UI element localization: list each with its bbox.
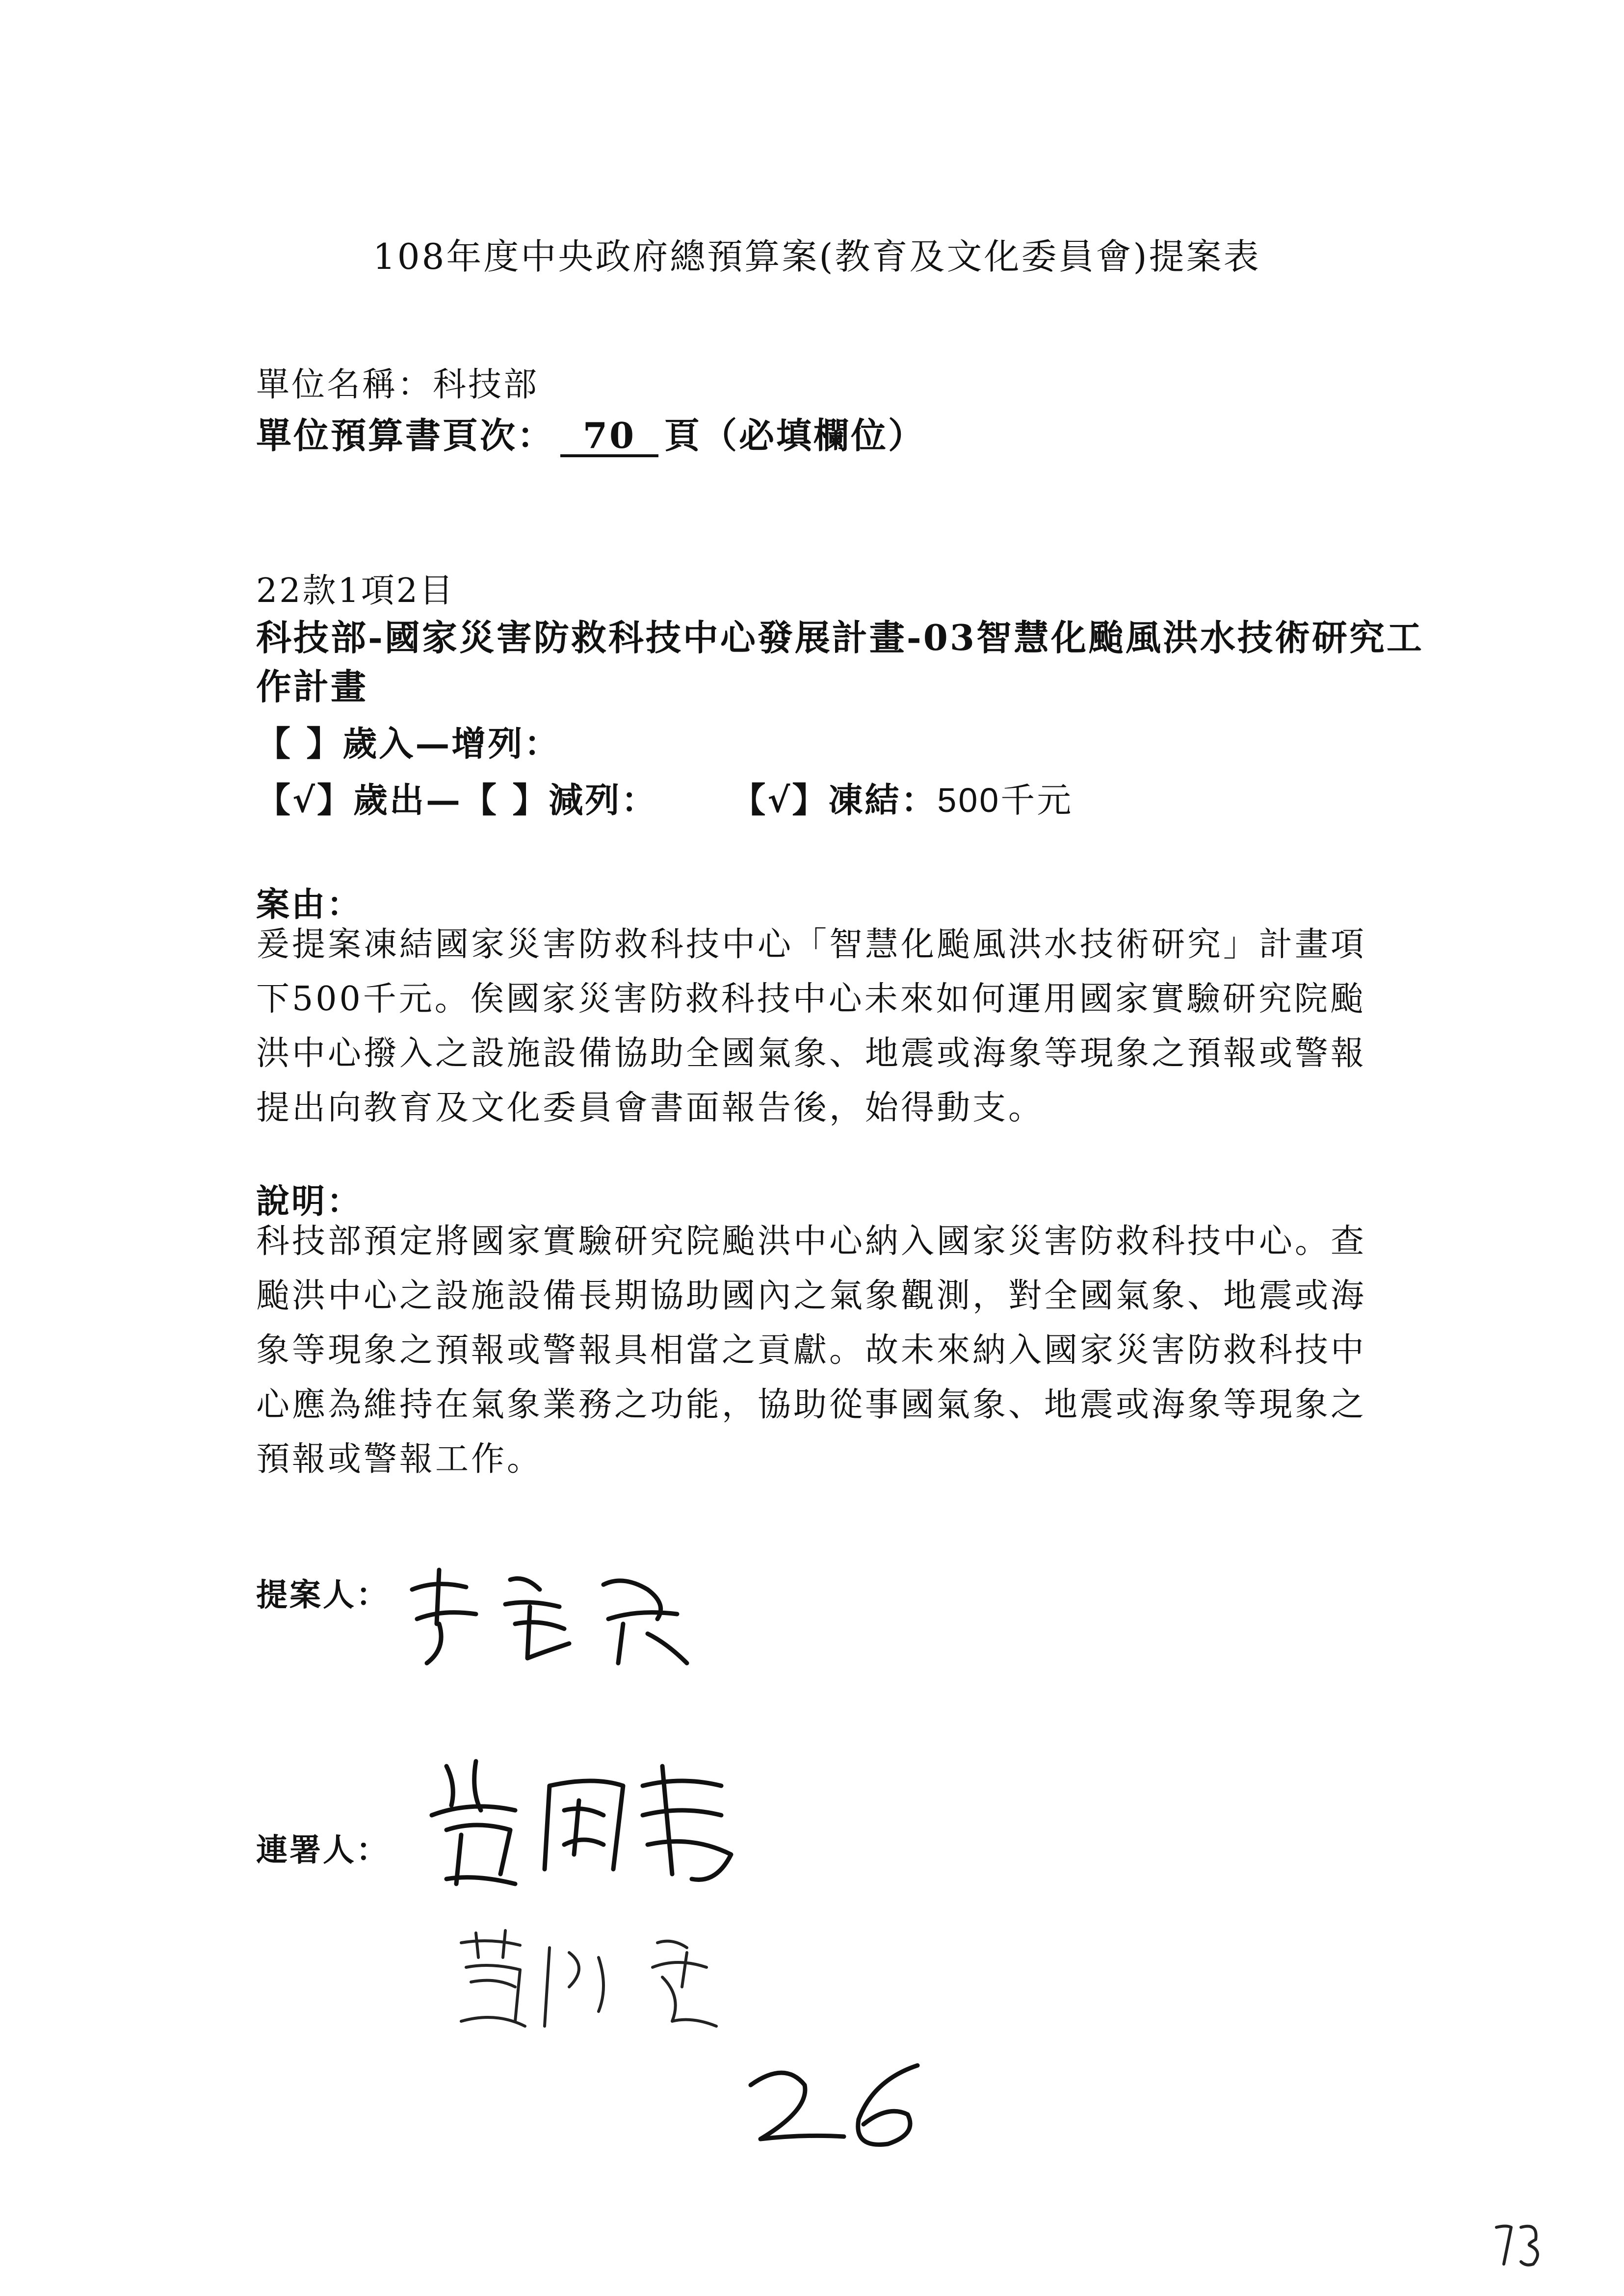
income-line: 【 】歲入—增列：: [256, 723, 561, 764]
expense-line: [256, 773, 1073, 822]
form-title: 108年度中央政府總預算案(教育及文化委員會)提案表: [373, 236, 1261, 277]
reason-header: 案由：: [256, 885, 363, 924]
cosigner-signature-2: [451, 1923, 746, 2041]
expense-freeze: 【√】凍結：: [731, 780, 938, 820]
unit-name-line: 單位名稱：科技部: [256, 365, 539, 404]
budget-section: 22款1項2目: [256, 572, 455, 610]
project-name: 科技部-國家災害防救科技中心發展計畫-03智慧化颱風洪水技術研究工作計畫: [256, 617, 1424, 707]
explanation-body: 科技部預定將國家實驗研究院颱洪中心納入國家災害防救科技中心。查颱洪中心之設施設備長期協助國內之氣象觀測，對全國氣象、地震或海象等現象之預報或警報具相當之貢獻。故未來納入國家災害防救科技中心應為維持在氣象業務之功能，協助從事國氣象、地震或海象等現象之預報或警報工作。: [256, 1222, 1367, 1479]
cosigner-label: 連署人：: [256, 1832, 390, 1869]
unit-budget-page-line: [256, 407, 925, 458]
explanation-header: 說明：: [256, 1182, 363, 1221]
expense-reduce: 【√】歲出—【 】減列：: [256, 780, 658, 820]
freeze-amount: 500千元: [937, 781, 1074, 819]
page-number: 70: [560, 417, 658, 457]
proposer-signature: [393, 1560, 707, 1678]
handwritten-corner-mark: [1492, 2218, 1550, 2271]
handwritten-page-mark: [731, 2051, 937, 2159]
cosigner-signature-1: [417, 1747, 751, 1894]
page-label: 單位預算書頁次：: [256, 415, 555, 456]
reason-body: 爰提案凍結國家災害防救科技中心「智慧化颱風洪水技術研究」計畫項下500千元。俟國家災害防救科技中心未來如何運用國家實驗研究院颱洪中心撥入之設施設備協助全國氣象、地震或海象等現象之預報或警報提出向教育及文化委員會書面報告後，始得動支。: [256, 925, 1367, 1127]
page-suffix: 頁（必填欄位）: [664, 415, 926, 456]
proposer-label: 提案人：: [256, 1577, 390, 1614]
